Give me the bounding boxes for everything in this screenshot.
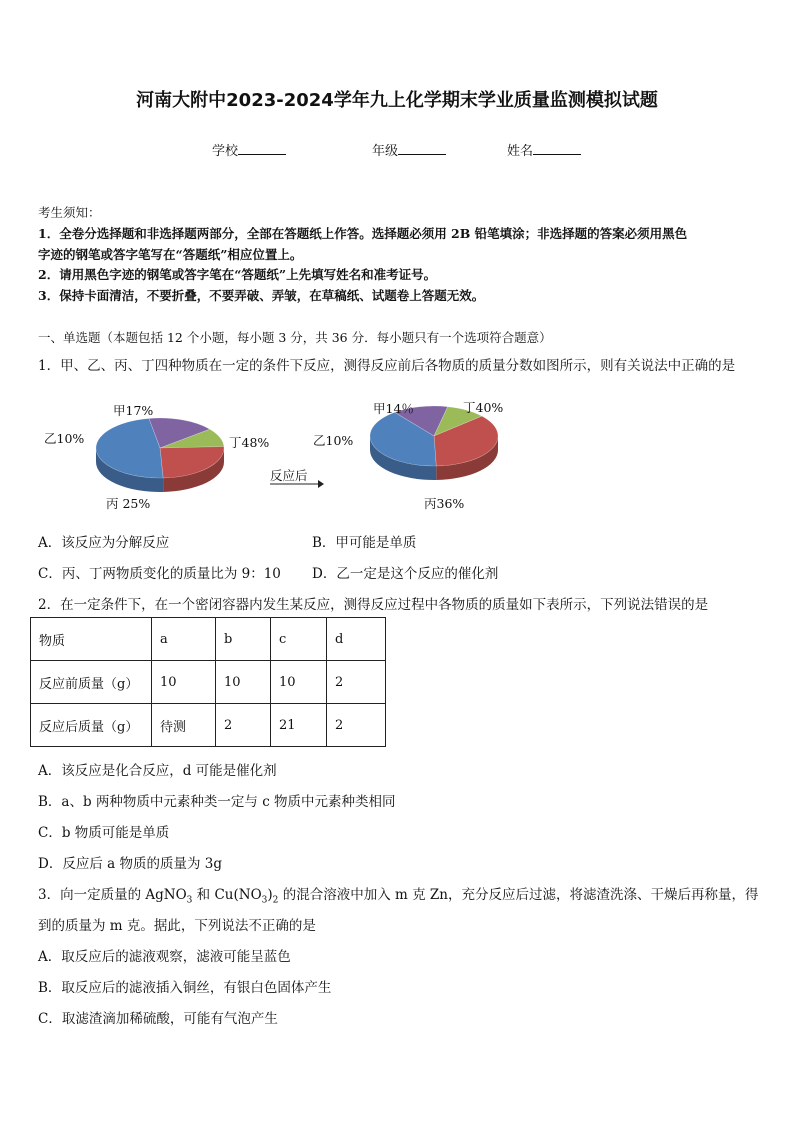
school-blank <box>238 142 286 155</box>
table-cell: 2 <box>216 704 271 747</box>
notice-line-2: 2．请用黑色字迹的钢笔或答字笔在“答题纸”上先填写姓名和准考证号。 <box>38 267 437 282</box>
pie-after-label-bing: 丙36% <box>424 496 465 511</box>
q2-option-a: A．该反应是化合反应，d 可能是催化剂 <box>38 763 277 779</box>
table-cell: 2 <box>327 661 386 704</box>
school-label: 学校 <box>212 144 239 159</box>
q1-option-a: A．该反应为分解反应 <box>38 535 170 551</box>
notice-line-3: 3．保持卡面清洁，不要折叠，不要弄破、弄皱，在草稿纸、试题卷上答题无效。 <box>38 288 485 303</box>
q3-stem-part: 的混合溶液中加入 m 克 Zn，充分反应后过滤，将滤渣洗涤、干燥后再称量，得 <box>278 887 759 903</box>
q3-subscript: 2 <box>272 895 279 906</box>
table-row <box>31 618 386 661</box>
table-header-cell: d <box>327 618 386 661</box>
name-blank <box>533 142 581 155</box>
q3-subscript: 3 <box>186 895 193 906</box>
name-label: 姓名 <box>507 144 534 159</box>
notice-line-1b: 字迹的钢笔或答字笔写在“答题纸”相应位置上。 <box>38 247 303 262</box>
pie-after-label-ding: 丁40% <box>463 400 504 415</box>
q3-option-b: B．取反应后的滤液插入铜丝，有银白色固体产生 <box>38 980 332 996</box>
q2-option-b: B．a、b 两种物质中元素种类一定与 c 物质中元素种类相同 <box>38 794 396 810</box>
table-header-cell: 物质 <box>31 618 152 661</box>
table-header-cell: c <box>271 618 327 661</box>
pie-after <box>370 406 498 480</box>
q2-mass-table <box>30 617 386 747</box>
school-field <box>212 140 286 159</box>
table-cell: 10 <box>152 661 216 704</box>
table-cell: 待测 <box>152 704 216 747</box>
pie-before-label-jia: 甲17% <box>113 403 154 418</box>
q3-stem-part: 和 Cu(NO <box>192 887 262 903</box>
q2-option-c: C．b 物质可能是单质 <box>38 825 170 841</box>
table-row <box>31 661 386 704</box>
table-cell: 反应后质量（g） <box>31 704 152 747</box>
q1-option-b: B．甲可能是单质 <box>312 535 417 551</box>
notice-heading: 考生须知： <box>38 205 101 220</box>
table-cell: 10 <box>216 661 271 704</box>
table-cell: 反应前质量（g） <box>31 661 152 704</box>
table-cell: 21 <box>271 704 327 747</box>
q3-option-a: A．取反应后的滤液观察，滤液可能呈蓝色 <box>38 949 291 965</box>
q3-stem-line-2: 到的质量为 m 克。据此，下列说法不正确的是 <box>38 918 316 934</box>
pie-before-label-ding: 丁48% <box>229 435 270 450</box>
q2-stem: 2．在一定条件下，在一个密闭容器内发生某反应，测得反应过程中各物质的质量如下表所示，下列说法错误的是 <box>38 597 709 613</box>
notice-line-1a: 1．全卷分选择题和非选择题两部分，全部在答题纸上作答。选择题必须用 2B 铅笔填涂；非选择题的答案必须用黑色 <box>38 226 688 241</box>
pie-after-label-yi: 乙10% <box>313 433 354 448</box>
pie-before <box>96 418 224 492</box>
q3-stem-part: ) <box>267 887 273 903</box>
page-title: 河南大附中2023-2024学年九上化学期末学业质量监测模拟试题 <box>136 90 658 111</box>
q3-subscript: 3 <box>261 895 268 906</box>
name-field <box>507 140 581 159</box>
table-cell: 2 <box>327 704 386 747</box>
table-header-cell: a <box>152 618 216 661</box>
q3-stem-line-1 <box>38 883 758 906</box>
grade-label: 年级 <box>372 144 399 159</box>
q3-stem-part: 3．向一定质量的 AgNO <box>38 887 187 903</box>
reaction-arrow-head <box>318 480 324 488</box>
pie-after-label-jia: 甲14％ <box>373 401 414 416</box>
table-row <box>31 704 386 747</box>
reaction-arrow-label: 反应后 <box>270 468 308 483</box>
q3-option-c: C．取滤渣滴加稀硫酸，可能有气泡产生 <box>38 1011 278 1027</box>
section-heading: 一、单选题（本题包括 12 个小题，每小题 3 分，共 36 分．每小题只有一个选项符合题意） <box>38 330 552 345</box>
q1-option-c: C．丙、丁两物质变化的质量比为 9：10 <box>38 566 281 582</box>
q1-option-d: D．乙一定是这个反应的催化剂 <box>312 566 499 582</box>
table-cell: 10 <box>271 661 327 704</box>
pie-before-label-bing: 丙 25% <box>106 496 151 511</box>
table-header-cell: b <box>216 618 271 661</box>
q1-stem: 1．甲、乙、丙、丁四种物质在一定的条件下反应，测得反应前后各物质的质量分数如图所示，则有关说法中正确的是 <box>38 358 736 374</box>
pie-before-label-yi: 乙10% <box>44 431 85 446</box>
grade-blank <box>398 142 446 155</box>
q2-option-d: D．反应后 a 物质的质量为 3g <box>38 856 222 872</box>
grade-field <box>372 140 446 159</box>
